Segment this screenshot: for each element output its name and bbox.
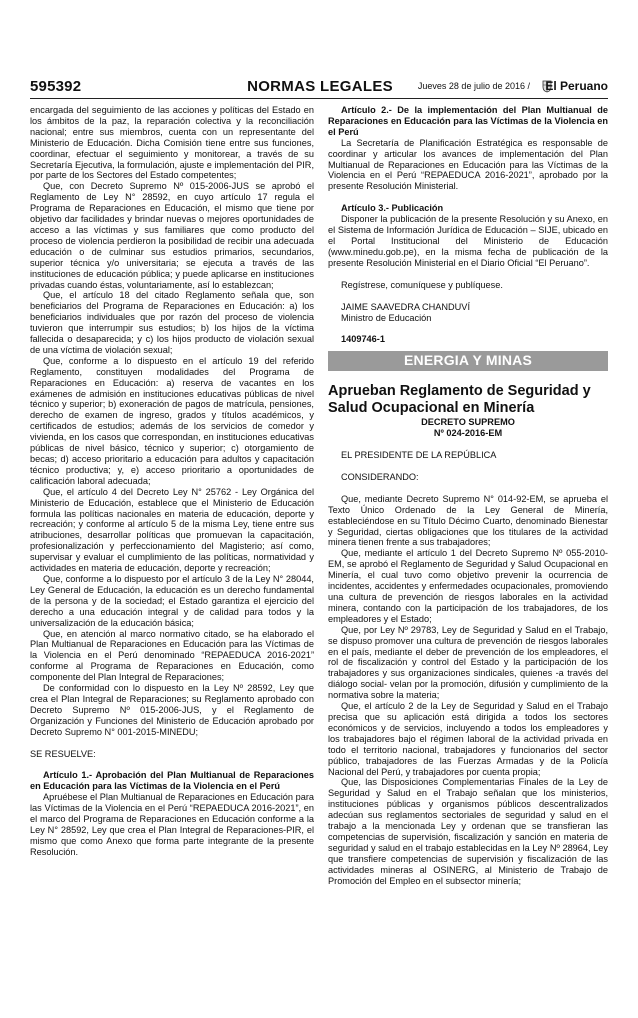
right-column xyxy=(328,105,608,886)
paragraph: Que, el artículo 18 del citado Reglamento señala que, son beneficiarios del Programa de Reparaciones en Educación: a) los beneficiarios individuales que por razón del proceso de violencia tuvieron que interrumpir sus estudios; b) los hijos de la víctima fallecida o desaparecida; y c) los hijos producto de violación sexual de una víctima de violación sexual; xyxy=(30,290,314,355)
paragraph: Que, conforme a lo dispuesto por el artículo 3 de la Ley N° 28044, Ley General de Educación, la educación es un derecho fundamental de la persona y de la sociedad; el Estado garantiza el ejercicio del derecho a una educación integral y de calidad para todos y la universalización de la educación básica; xyxy=(30,573,314,628)
paragraph: Que, el artículo 4 del Decreto Ley N° 25762 - Ley Orgánica del Ministerio de Educación, establece que el Ministerio de Educación formula las políticas nacionales en materia de educación, deporte y recreación; y conforme al artículo 5 de la misma Ley, tiene entre sus atribuciones, desarrollar políticas que promuevan la capacitación, profesionalización y perfeccionamiento del Magisterio; así como, supervisar y evaluar el cumplimiento de las políticas, normatividad y actividades en materia de educación, deporte y recreación; xyxy=(30,486,314,574)
article-3-body: Disponer la publicación de la presente Resolución y su Anexo, en el Sistema de Información Jurídica de Educación – SIJE, ubicado en el Portal Institucional del Ministerio de Educación (www.minedu.gob.pe), en la misma fecha de publicación de la presente Resolución Ministerial en el Diario Oficial “El Peruano”. xyxy=(328,214,608,268)
closing-formula: Regístrese, comuníquese y publíquese. xyxy=(341,279,503,290)
decree-title: Aprueban Reglamento de Seguridad y Salud Ocupacional en Minería xyxy=(328,383,591,417)
paragraph: Que, las Disposiciones Complementarias Finales de la Ley de Seguridad y Salud en el Trabajo señalan que los ministerios, instituciones públicas y organismos públicos descentralizados adecúan sus reglamentos sectoriales de seguridad y salud en el trabajo a la mencionada Ley y ordenan que se transfieran las competencias de supervisión, fiscalización y sanción en materia de seguridad y salud en el trabajo establecidas en la Ley Nº 28964, Ley que transfiere competencias de supervisión y fiscalización de las actividades mineras al OSINERG, al Ministerio de Trabajo de Promoción del Empleo en el subsector minería; xyxy=(328,777,608,886)
left-column xyxy=(30,105,314,858)
paragraph: Que, el artículo 2 de la Ley de Seguridad y Salud en el Trabajo precisa que su aplicación está dirigida a todos los sectores económicos y de servicios, incluyendo a todos los empleadores y los trabajadores bajo el régimen laboral de la actividad privada en todo el territorio nacional, trabajadores y funcionarios del sector público, trabajadores de las Fuerzas Armadas y de la Policía Nacional del Perú, y trabajadores por cuenta propia; xyxy=(328,701,608,777)
article-2-body: La Secretaría de Planificación Estratégica es responsable de coordinar y articular los avances de implementación del Plan Multianual de Reparaciones en Educación para las Víctimas de la Violencia en el Perú “REPAEDUCA 2016-2021”, aprobado por la presente Resolución Ministerial. xyxy=(328,137,608,192)
decree-number: Nº 024-2016-EM xyxy=(433,428,503,439)
signer-title: Ministro de Educación xyxy=(341,312,432,323)
considering-heading: CONSIDERANDO: xyxy=(341,471,419,482)
page-header xyxy=(30,78,608,99)
paragraph: Que, por Ley Nº 29783, Ley de Seguridad y Salud en el Trabajo, se dispuso promover una cultura de prevención de riesgos laborales en el país, mediante el deber de prevención de los empleadores, el rol de fiscalización y control del Estado y la participación de los trabajadores y sus organizaciones sindicales, quienes -a través del diálogo social- velan por la promoción, difusión y cumplimiento de la normativa sobre la materia; xyxy=(328,624,608,701)
resolves-heading: SE RESUELVE: xyxy=(30,748,96,759)
newspaper-name: El Peruano xyxy=(545,79,608,93)
decree-type: DECRETO SUPREMO xyxy=(421,417,515,428)
publication-ref: 1409746-1 xyxy=(341,334,385,345)
paragraph: Que, en atención al marco normativo citado, se ha elaborado el Plan Multianual de Reparaciones en Educación para las Víctimas de la Violencia en el Perú denominado “REPAEDUCA 2016-2021” conforme al Programa de Reparaciones en Educación, como componente del Plan Integral de Reparaciones; xyxy=(30,628,314,683)
page-number: 595392 xyxy=(30,78,82,95)
signer-name: JAIME SAAVEDRA CHANDUVÍ xyxy=(341,301,470,312)
paragraph: De conformidad con lo dispuesto en la Ley Nº 28592, Ley que crea el Plan Integral de Reparaciones; su Reglamento aprobado con Decreto Supremo Nº 015-2006-JUS, y el Reglamento de Organización y Funciones del Ministerio de Educación aprobado por Decreto Supremo N° 001-2015-MINEDU; xyxy=(30,683,314,737)
article-3-title: Artículo 3.- Publicación xyxy=(341,203,444,214)
issue-date: Jueves 28 de julio de 2016 / xyxy=(417,81,530,91)
article-2-title: Artículo 2.- De la implementación del Plan Multianual de Reparaciones en Educación para las Víctimas de la Violencia en el Perú xyxy=(328,105,608,137)
article-1-title: Artículo 1.- Aprobación del Plan Multianual de Reparaciones en Educación para las Víctimas de la Violencia en el Perú xyxy=(30,770,314,792)
section-title: NORMAS LEGALES xyxy=(247,78,393,95)
paragraph: Que, mediante Decreto Supremo N° 014-92-EM, se aprueba el Texto Único Ordenado de la Ley General de Minería, estableciéndose en su Título Décimo Cuarto, denominado Bienestar y Seguridad, ciertas obligaciones que los titulares de la actividad minera tienen frente a sus trabajadores; xyxy=(328,493,608,548)
paragraph: Que, conforme a lo dispuesto en el artículo 19 del referido Reglamento, constituyen modalidades del Programa de Reparaciones en Educación: a) reserva de vacantes en los exámenes de admisión en instituciones educativas públicas de nivel técnico y superior; b) exoneración de pagos de matrícula, pensiones, derecho de examen de ingreso, grados y títulos académicos, y certificados de estudios; además de los servicios de comedor y vivienda, en los casos que correspondan, en instituciones educativas públicas de nivel básico, técnico y superior; c) otorgamiento de becas; d) acceso prioritario a educación para adultos y capacitación técnico productiva; y, e) acceso prioritario a oportunidades de calificación laboral adecuada; xyxy=(30,355,314,486)
president-line: EL PRESIDENTE DE LA REPÚBLICA xyxy=(341,450,497,461)
paragraph: Que, con Decreto Supremo Nº 015-2006-JUS se aprobó el Reglamento de Ley N° 28592, en cuyo artículo 17 regula el Programa de Reparaciones en Educación, el mismo que tiene por objetivo dar facilidades y brindar nuevas o mejores oportunidades de acceso a las víctimas y sus familiares que como producto del proceso de violencia perdieron la posibilidad de recibir una adecuada educación o de culminar sus estudios primarios, secundarios, superior técnica y/o universitaria; se ejecuta a través de las instituciones de educación pública; y puede aplicarse en instituciones privadas cuando éstas, voluntariamente, así lo establezcan; xyxy=(30,181,314,290)
article-1-body: Apruébese el Plan Multianual de Reparaciones en Educación para las Víctimas de la Violencia en el Perú “REPAEDUCA 2016-2021”, en el marco del Programa de Reparaciones en Educación conforme a la Ley N° 28592, Ley que crea el Plan Integral de Reparaciones-PIR, el mismo que como Anexo que forma parte integrante de la presente Resolución. xyxy=(30,792,314,857)
section-banner: ENERGIA Y MINAS xyxy=(328,351,608,371)
paragraph: encargada del seguimiento de las acciones y políticas del Estado en los ámbitos de la paz, la reparación colectiva y la reconciliación nacional; entre sus miembros, cuenta con un representante del Ministerio de Educación. Dicha Comisión tiene entre sus funciones, coordinar, efectuar el seguimiento y monitorear, a través de su Secretaría Ejecutiva, la formulación, ajuste e implementación del PIR, por parte de los Sectores del Estado competentes; xyxy=(30,105,314,181)
paragraph: Que, mediante el artículo 1 del Decreto Supremo Nº 055-2010-EM, se aprobó el Reglamento de Seguridad y Salud Ocupacional en Minería, el cual tuvo como objetivo prevenir la ocurrencia de incidentes, accidentes y enfermedades ocupacionales, promoviendo una cultura de prevención de riesgos laborales en la actividad minera, contando con la participación de los trabajadores, de los empleadores y el Estado; xyxy=(328,548,608,624)
